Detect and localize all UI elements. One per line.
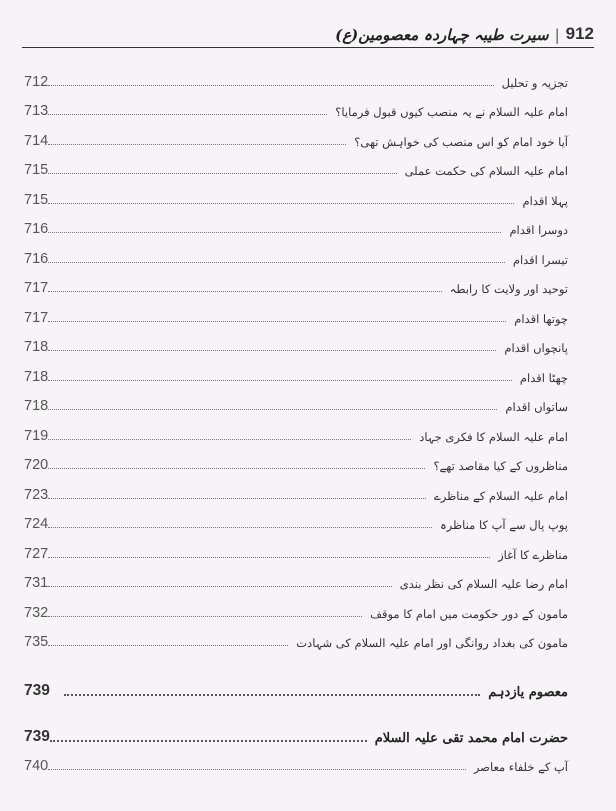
toc-page-number: 740 — [24, 758, 49, 774]
dot-leader — [48, 113, 327, 115]
toc-title: پہلا اقدام — [522, 193, 568, 208]
toc-title: توحید اور ولایت کا رابطہ — [449, 282, 568, 296]
toc-title: مامون کی بغداد روانگی اور امام علیہ السلام کی شہادت — [296, 636, 568, 650]
toc-entry[interactable] — [24, 444, 568, 474]
toc-entry[interactable] — [24, 532, 568, 562]
toc-chapter-heading[interactable] — [24, 710, 568, 746]
toc-page-number: 723 — [24, 486, 49, 503]
table-of-contents — [24, 60, 568, 774]
dot-leader — [50, 739, 367, 742]
toc-entry[interactable] — [24, 208, 568, 238]
toc-title: امام علیہ السلام نے یہ منصب کیوں قبول فرمایا؟ — [335, 105, 568, 119]
page-number: 912 — [565, 24, 594, 43]
toc-title: مناظرے کا آغاز — [498, 547, 568, 562]
toc-entry[interactable] — [24, 355, 568, 385]
dot-leader — [48, 84, 493, 86]
book-title: سیرت طیبہ چہاردہ معصومین(ع) — [335, 26, 549, 44]
toc-entry[interactable] — [24, 119, 568, 149]
dot-leader — [48, 615, 362, 617]
toc-page-number: 717 — [24, 309, 49, 326]
toc-entry[interactable] — [24, 178, 568, 208]
toc-page-number: 713 — [24, 103, 49, 119]
toc-title: تجزیہ و تحلیل — [501, 75, 568, 90]
dot-leader — [48, 320, 506, 322]
toc-page-number: 732 — [24, 604, 49, 621]
toc-title: پانچواں اقدام — [504, 341, 568, 355]
toc-title: امام علیہ السلام کے مناظرے — [433, 488, 568, 503]
toc-title: امام علیہ السلام کا فکری جہاد — [419, 429, 568, 444]
toc-page-number: 739 — [24, 682, 50, 699]
toc-section-title: معصوم یازدہم — [488, 685, 568, 700]
toc-section-heading[interactable] — [24, 664, 568, 700]
toc-title: آیا خود امام کو اس منصب کی خواہش تھی؟ — [354, 134, 568, 149]
dot-leader — [64, 693, 480, 696]
toc-page-number: 712 — [24, 73, 49, 90]
dot-leader — [48, 497, 426, 499]
dot-leader — [48, 143, 346, 145]
toc-entry[interactable] — [24, 473, 568, 503]
toc-entry[interactable] — [24, 60, 568, 90]
toc-entry[interactable] — [24, 237, 568, 267]
dot-leader — [48, 768, 466, 770]
toc-page-number: 718 — [24, 368, 49, 385]
toc-title: مامون کے دور حکومت میں امام کا موقف — [370, 606, 568, 621]
toc-page-number: 731 — [24, 575, 49, 591]
toc-title: امام علیہ السلام کی حکمت عملی — [404, 164, 568, 178]
toc-title: چھٹا اقدام — [519, 370, 568, 385]
toc-page-number: 735 — [24, 634, 49, 650]
dot-leader — [48, 438, 411, 440]
dot-leader — [48, 261, 505, 263]
toc-page-number: 719 — [24, 427, 49, 444]
dot-leader — [48, 585, 391, 587]
toc-title: دوسرا اقدام — [509, 223, 568, 237]
toc-entry[interactable] — [24, 267, 568, 297]
toc-page-number: 714 — [24, 132, 49, 149]
dot-leader — [48, 290, 441, 292]
page-header — [22, 22, 594, 48]
toc-title: امام رضا علیہ السلام کی نظر بندی — [399, 577, 568, 591]
toc-entry[interactable] — [24, 746, 568, 774]
toc-title: چوتھا اقدام — [514, 311, 568, 326]
toc-entry[interactable] — [24, 149, 568, 179]
dot-leader — [48, 202, 514, 204]
dot-leader — [48, 379, 512, 381]
toc-title: آپ کے خلفاء معاصر — [473, 760, 568, 774]
toc-page-number: 716 — [24, 250, 49, 267]
toc-page-number: 715 — [24, 191, 49, 208]
header-separator: | — [554, 26, 560, 44]
toc-entry[interactable] — [24, 326, 568, 356]
toc-title: پوپ پال سے آپ کا مناظرہ — [439, 518, 568, 532]
toc-entry[interactable] — [24, 296, 568, 326]
toc-page-number: 727 — [24, 545, 49, 562]
toc-entry[interactable] — [24, 90, 568, 120]
toc-title: تیسرا اقدام — [512, 252, 568, 267]
toc-title: ساتواں اقدام — [505, 400, 568, 414]
toc-page-number: 716 — [24, 221, 49, 237]
toc-page-number: 724 — [24, 516, 49, 532]
toc-page-number: 720 — [24, 457, 49, 473]
toc-page-number: 718 — [24, 339, 49, 355]
dot-leader — [48, 231, 501, 233]
dot-leader — [48, 467, 425, 469]
toc-entry[interactable] — [24, 385, 568, 415]
toc-entry[interactable] — [24, 621, 568, 651]
toc-page-number: 718 — [24, 398, 49, 414]
toc-page-number: 717 — [24, 280, 49, 296]
toc-chapter-title: حضرت امام محمد تقی علیہ السلام — [374, 731, 568, 746]
toc-entry[interactable] — [24, 562, 568, 592]
toc-page-number: 715 — [24, 162, 49, 178]
toc-entry[interactable] — [24, 414, 568, 444]
dot-leader — [48, 408, 497, 410]
toc-page-number: 739 — [24, 728, 50, 745]
dot-leader — [48, 349, 496, 351]
dot-leader — [48, 644, 288, 646]
dot-leader — [48, 172, 396, 174]
dot-leader — [48, 556, 490, 558]
toc-title: مناظروں کے کیا مقاصد تھے؟ — [433, 459, 568, 473]
toc-entry[interactable] — [24, 503, 568, 533]
dot-leader — [48, 526, 432, 528]
toc-entry[interactable] — [24, 591, 568, 621]
